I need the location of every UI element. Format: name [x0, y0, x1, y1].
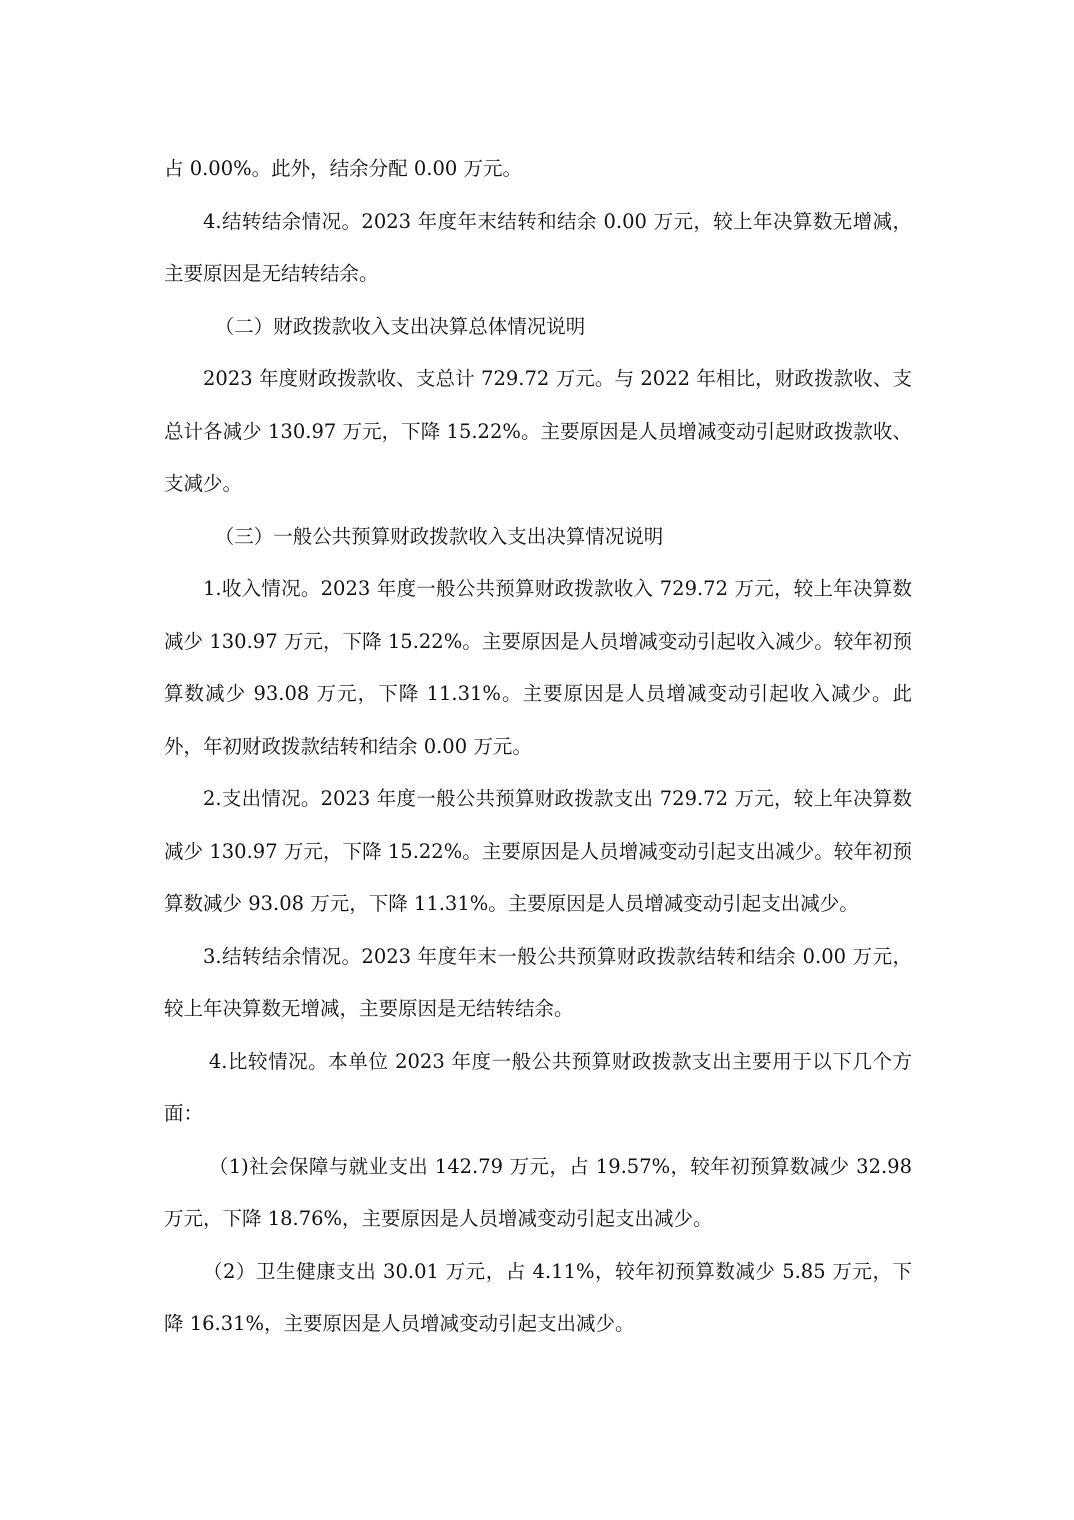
paragraph-social-security: （1)社会保障与就业支出 142.79 万元，占 19.57%，较年初预算数减少 32.98 万元，下降 18.76%，主要原因是人员增减变动引起支出减少。 — [164, 1154, 912, 1230]
document-body — [164, 143, 912, 1351]
paragraph-expenditure: 2.支出情况。2023 年度一般公共预算财政拨款支出 729.72 万元，较上年决算数减少 130.97 万元，下降 15.22%。主要原因是人员增减变动引起支出减少。较年初预算数减少 93.08 万元，下降 11.31%。主要原因是人员增减变动引起支出减少。 — [164, 787, 912, 915]
paragraph-income: 1.收入情况。2023 年度一般公共预算财政拨款收入 729.72 万元，较上年决算数减少 130.97 万元，下降 15.22%。主要原因是人员增减变动引起收入减少。较年初预算数减少 93.08 万元，下降 11.31%。主要原因是人员增减变动引起收入减少。此外，年初财政拨款结转和结余 0.00 万元。 — [164, 577, 912, 758]
paragraph-comparison: 4.比较情况。本单位 2023 年度一般公共预算财政拨款支出主要用于以下几个方面： — [164, 1049, 912, 1125]
paragraph-fiscal-total: 2023 年度财政拨款收、支总计 729.72 万元。与 2022 年相比，财政拨款收、支总计各减少 130.97 万元，下降 15.22%。主要原因是人员增减变动引起财政拨款收、支减少。 — [164, 367, 912, 495]
paragraph-health: （2）卫生健康支出 30.01 万元，占 4.11%，较年初预算数减少 5.85 万元，下降 16.31%，主要原因是人员增减变动引起支出减少。 — [164, 1259, 912, 1335]
paragraph-carryover-balance: 4.结转结余情况。2023 年度年末结转和结余 0.00 万元，较上年决算数无增减，主要原因是无结转结余。 — [164, 209, 912, 285]
paragraph-carryover-general: 3.结转结余情况。2023 年度年末一般公共预算财政拨款结转和结余 0.00 万元，较上年决算数无增减，主要原因是无结转结余。 — [164, 944, 912, 1020]
paragraph-surplus-distribution: 占 0.00%。此外，结余分配 0.00 万元。 — [164, 157, 522, 180]
section-heading-general-public-budget: （三）一般公共预算财政拨款收入支出决算情况说明 — [214, 524, 664, 548]
section-heading-fiscal-appropriation: （二）财政拨款收入支出决算总体情况说明 — [214, 314, 586, 338]
